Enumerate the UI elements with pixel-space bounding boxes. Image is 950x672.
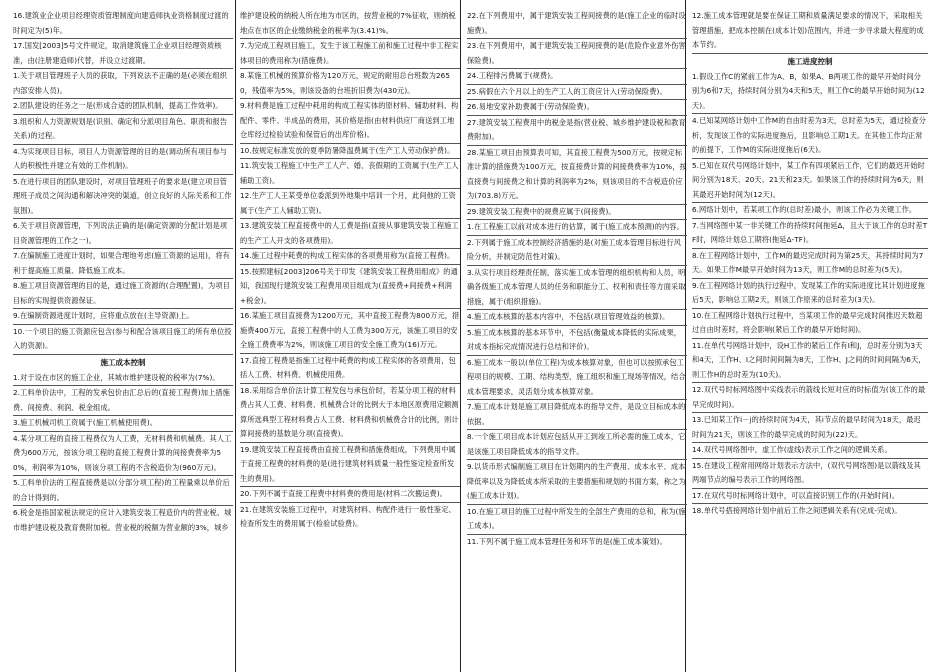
section-heading: 施工进度控制 <box>787 56 833 66</box>
paragraph: 19.建筑安装工程直接费由直接工程费和措施费组成，下列费用中属于直接工程费的材料费的是(进行建筑材料质量一般性鉴定检查所发生的费用)。 <box>240 443 460 488</box>
paragraph: 20.下列不属于直接工程费中材料费的费用是(材料二次搬运费)。 <box>240 487 460 503</box>
paragraph: 1.假设工作C的紧前工作为A、B，如果A、B两项工作的最早开始时间分别为6和7天，持续时间分别为4天和5天，则工作C的最早开始时间为(12天)。 <box>692 70 928 115</box>
paragraph: 7.施工成本计划是施工项目降低成本的指导文件，是设立目标成本的依据。 <box>467 400 687 430</box>
paragraph: 28.某施工项目由预算表可知，其直接工程费为500万元，按规定标准计算的措施费为100万元，按直接费计算的间接费费率为10%，按直接费与间接费之和计算的利润率为2%，则该项目的不含税造价应为(703.8)万元。 <box>467 146 687 205</box>
paragraph: 9.材料费是施工过程中耗用的构成工程实体的原材料、辅助材料、构配件、零件、半成品的费用，其价格是指(由材料供应厂商送到工地仓库经过检验试验和保管后的出库价格)。 <box>240 99 460 144</box>
paragraph: 17.国发[2003]5号文件规定，取消建筑施工企业项目经理资质核准，由(注册建造师)代替，并设立过渡期。 <box>13 39 233 69</box>
paragraph: 维护建设税的纳税人所在地为市区的，按营业税的7%征收，则纳税地点在市区的企业缴纳税金的税率为(3.41)%。 <box>240 9 460 39</box>
paragraph: 12.生产工人王某受单位委派到外地集中培训一个月，此间他的工资属于(生产工人辅助工资)。 <box>240 189 460 219</box>
paragraph: 2.工料单价法中，工程的发承包价由汇总后的(直接工程费)加上措施费、间接费、利润、税金组成。 <box>13 386 233 416</box>
paragraph: 8.施工项目资源管理的目的是，通过施工资源的(合理配置)，为项目目标的实现提供资源保证。 <box>13 279 233 309</box>
paragraph: 17.直接工程费是指施工过程中耗费的构成工程实体的各项费用，包括人工费、材料费、机械使用费。 <box>240 354 460 384</box>
paragraph: 5.施工成本核算的基本环节中，不包括(衡量成本降低的实际成果，对成本指标完成情况进行总结和评价)。 <box>467 326 687 356</box>
paragraph: 10.一个项目的施工资源应包含(参与和配合该项目施工的所有单位投入的资源)。 <box>13 325 233 355</box>
paragraph: 6.关于项目资源管理，下列说法正确的是(确定资源的分配计划是项目资源管理的工作之一)。 <box>13 219 233 249</box>
paragraph: 13.已知某工作i－j的持续时间为4天，其i节点的最早时间为18天，最迟时间为21天，则该工作的最早完成的时间为(22)天。 <box>692 413 928 443</box>
paragraph: 2.下列属于施工成本控制经济措施的是(对施工成本管理目标进行风险分析，并制定防范性对策)。 <box>467 236 687 266</box>
paragraph: 22.在下列费用中，属于建筑安装工程间接费的是(施工企业的临时设施费)。 <box>467 9 687 39</box>
paragraph: 17.在双代号时标网络计划中，可以直接识别工作的(开始时间)。 <box>692 489 928 505</box>
paragraph: 4.施工成本核算的基本内容中，不包括(项目管理效益的核算)。 <box>467 310 687 326</box>
paragraph: 7.在编制施工进度计划时，如果合理地考虑(施工资源的运用)，将有利于提高施工质量、降低施工成本。 <box>13 249 233 279</box>
paragraph: 11.在单代号网络计划中，设H工作的紧后工作有I和J，总时差分别为3天和4天，工作H、I之间时间间隔为8天，工作H、J之间的时间间隔为6天，则工作H的总时差为(10天)。 <box>692 339 928 384</box>
paragraph: 8.在工程网络计划中，工作M的最迟完成时间为第25天，其持续时间为7天。如果工作M最早开始时间为13天，则工作M的总时差为(5天)。 <box>692 249 928 279</box>
paragraph: 14.双代号网络图中，虚工作(虚线)表示工作之间的逻辑关系。 <box>692 443 928 459</box>
paragraph: 4.已知某网络计划中工作M的自由时差为3天，总时差为5天，通过检查分析，发现该工作的实际进度拖后，且影响总工期1天。在其他工作均正常的前提下，工作M的实际进度拖后(6天)。 <box>692 114 928 159</box>
paragraph: 21.在建筑安装施工过程中，对建筑材料、构配件进行一般性鉴定、检查所发生的费用属于(检验试验费)。 <box>240 504 456 528</box>
section-heading: 施工成本控制 <box>100 357 146 367</box>
paragraph: 3.施工机械司机工资属于(施工机械使用费)。 <box>13 416 233 432</box>
text-column-2 <box>238 9 462 672</box>
paragraph: 11.筑安装工程施工中生产工人产、婚、丧假期的工资属于(生产工人辅助工资)。 <box>240 159 460 189</box>
paragraph: 14.施工过程中耗费的构成工程实体的各项费用称为(直接工程费)。 <box>240 249 460 265</box>
paragraph: 13.建筑安装工程直接费中的人工费是指(直接从事建筑安装工程施工的生产工人开支的各项费用)。 <box>240 219 460 249</box>
paragraph: 7.当网络图中某一非关键工作的持续时间拖延Δ，且大于该工作的总时差TF时，网络计划总工期将(拖延Δ-TF)。 <box>692 219 928 249</box>
paragraph: 24.工程排污费属于(规费)。 <box>467 69 687 85</box>
paragraph: 6.网络计划中，若某项工作的(总时差)最小，则该工作必为关键工作。 <box>692 203 928 219</box>
paragraph: 3.从实行项目经理责任制，落实施工成本管理的组织机构和人员，明确各级施工成本管理人员的任务和职能分工、权利和责任等方面采取措施，属于(组织措施)。 <box>467 266 687 311</box>
paragraph: 11.下列不属于施工成本管理任务和环节的是(施工成本策划)。 <box>467 536 667 546</box>
paragraph: 18.采用综合单价法计算工程发包与承包价时，若某分项工程的材料费占其人工费、材料费、机械费合计的比例大于本地区原费用定额测算所选典型工程材料费占人工费、材料费和机械费合计的比例，则计算间接费的基数是分项(直接费)。 <box>240 384 460 443</box>
paragraph: 16.建筑业企业项目经理资质管理制度向建造师执业资格制度过渡的时间定为(5)年。 <box>13 9 233 39</box>
paragraph: 26.易地安家补助费属于(劳动保险费)。 <box>467 100 687 116</box>
paragraph: 9.在工程网络计划的执行过程中，发现某工作的实际进度比其计划进度拖后5天，影响总工期2天，则该工作原来的总时差为(3天)。 <box>692 279 928 309</box>
paragraph: 10.在施工项目的施工过程中所发生的全部生产费用的总和，称为(施工成本)。 <box>467 505 687 535</box>
paragraph: 12.双代号时标网络图中实线表示的箭线长短对应的时标值为(该工作的最早完成时间)。 <box>692 383 928 413</box>
paragraph: 1.对于设在市区的施工企业，其城市维护建设税的税率为(7%)。 <box>13 371 233 387</box>
paragraph: 1.关于项目管理班子人员的获取，下列说法不正确的是(必须在组织内部安排人员)。 <box>13 69 233 99</box>
column-divider <box>235 0 236 672</box>
paragraph: 5.已知在双代号网络计划中，某工作有四项紧后工作，它们的最迟开始时间分别为18天、20天、21天和23天。如果该工作的持续时间为6天，则其最迟开始时间为(12天)。 <box>692 159 928 204</box>
paragraph: 18.单代号搭接网络计划中前后工作之间逻辑关系有(完成-完成)。 <box>692 506 902 515</box>
text-column-1 <box>11 9 235 672</box>
paragraph: 7.为完成工程项目施工，发生于该工程施工前和施工过程中非工程实体项目的费用称为(措施费)。 <box>240 39 460 69</box>
paragraph: 23.在下列费用中，属于建筑安装工程间接费的是(危险作业意外伤害保险费)。 <box>467 39 687 69</box>
paragraph: 4.某分项工程的直接工程费仅为人工费，无材料费和机械费。其人工费为600万元，按该分项工程的直接工程费计算的间接费费率为50%，利润率为10%，则该分项工程的不含税造价为(960万元)。 <box>13 432 233 477</box>
paragraph: 8.某施工机械的预算价格为120万元，规定的耐用总台班数为2650，残值率为5%，则该设备的台班折旧费为(430元)。 <box>240 69 460 99</box>
paragraph: 6.施工成本一般以(单位工程)为成本核算对象，但也可以按照承包工程项目的规模、工期、结构类型、施工组织和施工现场等情况，结合成本管理要求，灵活划分成本核算对象。 <box>467 356 687 401</box>
paragraph: 10.按规定标准发放的夏季防暑降温费属于(生产工人劳动保护费)。 <box>240 144 460 160</box>
paragraph: 1.在工程施工以前对成本进行的估算，属于(施工成本预测)的内容。 <box>467 220 687 236</box>
paragraph: 3.组织和人力资源规划是(识别、确定和分派项目角色、职责和报告关系)的过程。 <box>13 115 233 145</box>
paragraph: 25.病假在六个月以上的生产工人的工资应计入(劳动保险费)。 <box>467 85 687 101</box>
paragraph: 9.在编制资源进度计划时，应将重点放在(主导资源)上。 <box>13 309 233 325</box>
paragraph: 15.在建设工程常用网络计划表示方法中，(双代号网络图)是以箭线及其两端节点的编号表示工作的网络图。 <box>692 459 928 489</box>
paragraph: 8.一个施工项目成本计划应包括从开工到竣工所必需的施工成本，它是该施工项目降低成本的指导文件。 <box>467 430 687 460</box>
paragraph: 9.以货币形式编制施工项目在计划期内的生产费用、成本水平、成本降低率以及为降低成本所采取的主要措施和规划的书面方案，称之为(施工成本计划)。 <box>467 460 687 505</box>
paragraph: 12.施工成本管理就是要在保证工期和质量满足要求的情况下，采取相关管理措施，把成本控制在(成本计划)范围内，并进一步寻求最大程度的成本节约。 <box>692 9 928 54</box>
paragraph: 2.团队建设的任务之一是(形成合适的团队机制，提高工作效率)。 <box>13 99 233 115</box>
paragraph: 5.工料单价法的工程直接费是以(分部分项工程)的工程量乘以单价后的合计得到的。 <box>13 476 233 506</box>
paragraph: 29.建筑安装工程费中的规费应属于(间接费)。 <box>467 205 687 221</box>
paragraph: 16.某施工项目直接费为1200万元，其中直接工程费为800万元，措施费400万元，直接工程费中的人工费为300万元，该施工项目的安全施工费费率为2%，则该施工项目的安全施工费为(16)万元。 <box>240 309 460 354</box>
paragraph: 27.建筑安装工程费用中的税金是指(营业税、城乡维护建设税和教育费附加)。 <box>467 116 687 146</box>
paragraph: 15.按照建标[2003]206号关于印发《建筑安装工程费用组成》的通知，我国现行建筑安装工程费用项目组成为(直接费+间接费+利润+税金)。 <box>240 265 460 310</box>
text-column-3 <box>465 9 689 672</box>
paragraph: 4.为实现项目目标，项目人力资源管理的目的是(调动所有项目参与人的积极性并建立有效的工作机制)。 <box>13 145 233 175</box>
paragraph: 5.在进行项目的团队建设时，对项目管理班子的要求是(建立项目管理班子成员之间沟通和解决冲突的渠道，创立良好的人际关系和工作氛围)。 <box>13 175 233 220</box>
text-column-4 <box>690 9 930 672</box>
paragraph: 6.税金是指国家税法规定的应计入建筑安装工程造价内的营业税、城市维护建设税及教育费附加税。营业税的税额为营业额的3%，城乡 <box>13 508 232 532</box>
paragraph: 10.在工程网络计划执行过程中，当某项工作的最早完成时间推迟天数超过自由时差时，将会影响(紧后工作的最早开始时间)。 <box>692 309 928 339</box>
